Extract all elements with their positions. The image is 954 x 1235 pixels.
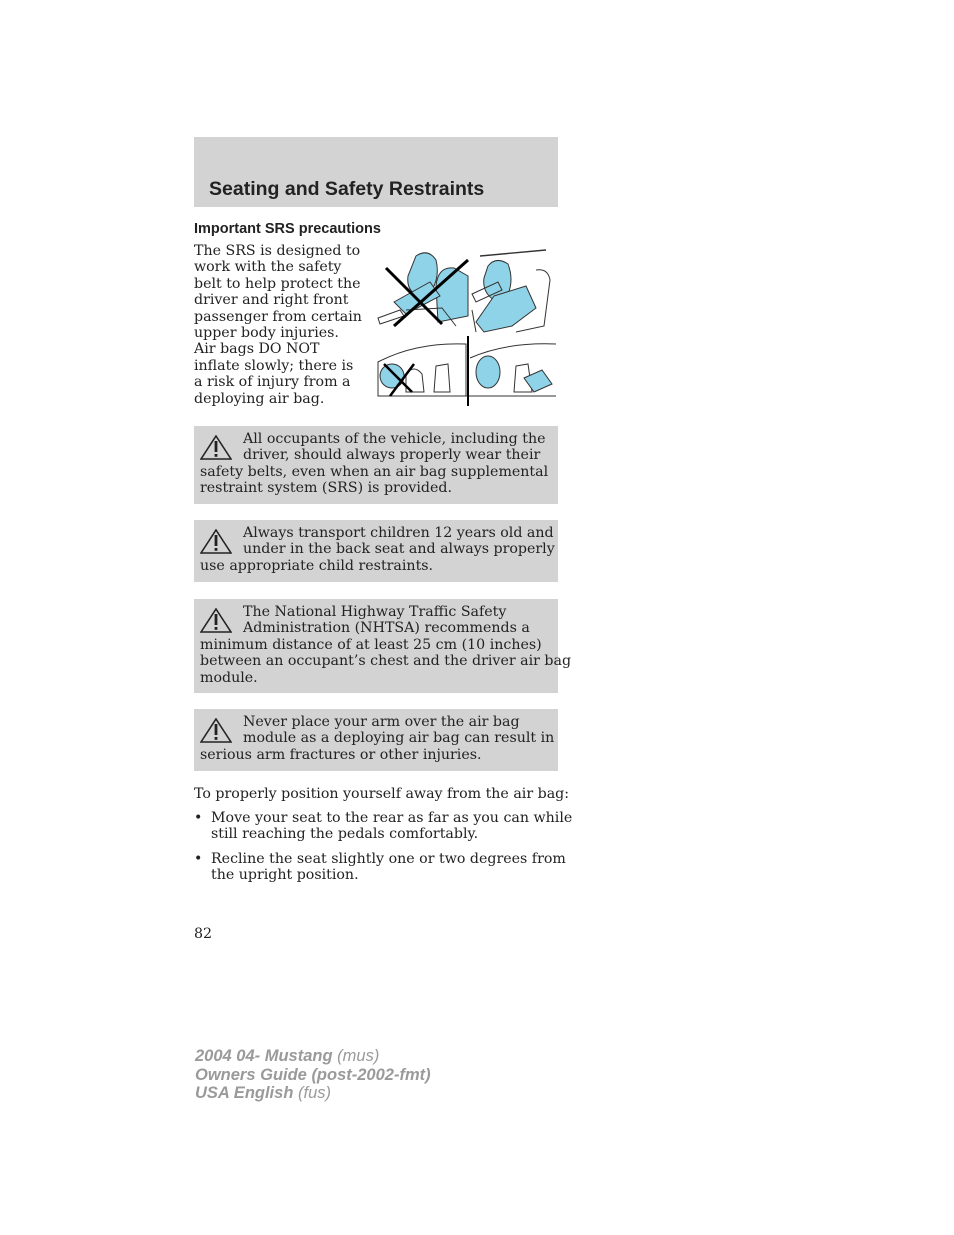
- intro-line: Air bags DO NOT: [194, 341, 320, 358]
- warning-line: minimum distance of at least 25 cm (10 inches): [200, 636, 542, 653]
- intro-paragraph: [194, 243, 362, 407]
- intro-line: work with the safety: [194, 259, 342, 276]
- bullet-item: [194, 810, 573, 844]
- intro-line: deploying air bag.: [194, 390, 325, 407]
- footer-language: USA English: [195, 1084, 294, 1103]
- warning-triangle-icon: [200, 718, 232, 743]
- section-title: Seating and Safety Restraints: [209, 178, 485, 200]
- warning-line: under in the back seat and always properly: [243, 541, 555, 558]
- warning-line: The National Highway Traffic Safety: [243, 604, 507, 620]
- intro-line: driver and right front: [194, 292, 349, 309]
- bullet-line: Recline the seat slightly one or two degrees from: [211, 851, 566, 867]
- warning-line: restraint system (SRS) is provided.: [200, 480, 452, 497]
- bullet-item: [194, 851, 566, 885]
- page-number: 82: [194, 926, 213, 942]
- warning-box: [194, 520, 558, 582]
- bullet-marker: •: [194, 810, 203, 826]
- airbag-seating-illustration: [376, 246, 558, 408]
- bullet-line: still reaching the pedals comfortably.: [211, 826, 479, 843]
- intro-line: passenger from certain: [194, 308, 362, 325]
- bullet-line: the upright position.: [211, 867, 359, 884]
- subheading: Important SRS precautions: [194, 221, 381, 237]
- warning-box: [194, 426, 558, 504]
- warning-box: [194, 709, 558, 771]
- warning-triangle-icon: [200, 435, 232, 460]
- warning-line: serious arm fractures or other injuries.: [200, 746, 482, 763]
- warning-line: Never place your arm over the air bag: [243, 714, 520, 730]
- warning-line: driver, should always properly wear their: [243, 447, 541, 464]
- warning-line: safety belts, even when an air bag supplemental: [200, 463, 549, 480]
- warning-line: use appropriate child restraints.: [200, 557, 434, 574]
- warning-line: between an occupant’s chest and the driver air bag: [200, 653, 572, 670]
- position-intro: To properly position yourself away from the air bag:: [194, 786, 570, 802]
- warning-line: Always transport children 12 years old and: [243, 525, 554, 541]
- warning-box: [194, 599, 572, 693]
- warning-line: Administration (NHTSA) recommends a: [243, 620, 530, 637]
- bullet-line: Move your seat to the rear as far as you can while: [211, 810, 573, 826]
- intro-line: belt to help protect the: [194, 275, 361, 292]
- warning-line: module as a deploying air bag can result in: [243, 730, 555, 747]
- intro-line: upper body injuries.: [194, 325, 339, 342]
- warning-line: All occupants of the vehicle, including the: [243, 431, 546, 447]
- footer-language-code: (fus): [293, 1084, 331, 1103]
- warning-triangle-icon: [200, 608, 232, 633]
- warning-triangle-icon: [200, 529, 232, 554]
- intro-line: The SRS is designed to: [194, 243, 361, 259]
- footer-model: 2004 04- Mustang: [195, 1047, 333, 1065]
- intro-line: a risk of injury from a: [194, 374, 351, 391]
- footer-guide: Owners Guide (post-2002-fmt): [195, 1065, 431, 1084]
- footer-model-code: (mus): [332, 1047, 380, 1065]
- document-footer: [195, 1047, 431, 1103]
- warning-line: module.: [200, 669, 258, 686]
- intro-line: inflate slowly; there is: [194, 357, 354, 374]
- bullet-marker: •: [194, 851, 203, 867]
